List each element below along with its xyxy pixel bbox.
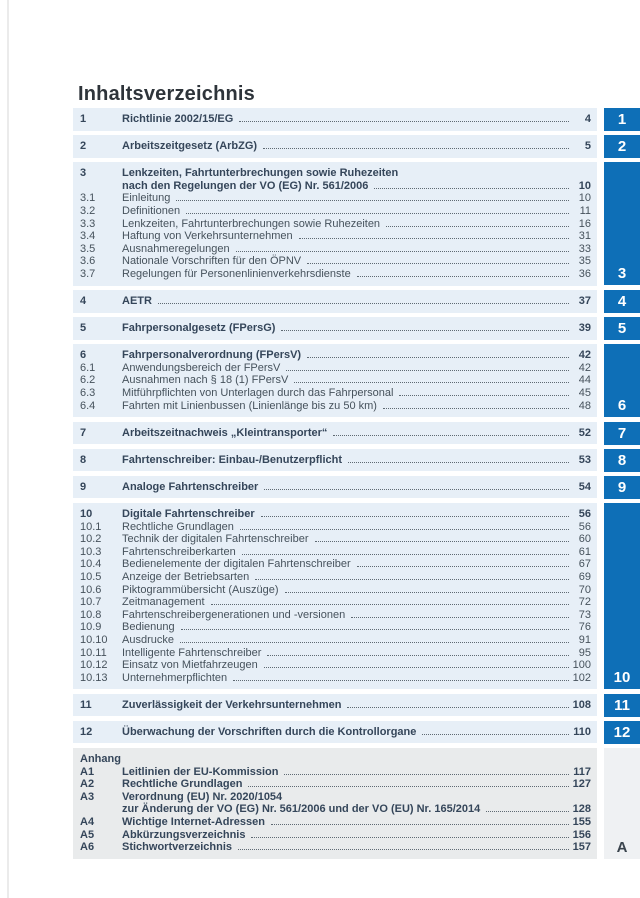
scan-edge-artifact (7, 0, 9, 898)
toc-row (80, 699, 591, 712)
thumb-tab-label: 1 (617, 111, 627, 128)
toc-row-title: Ausnahmeregelungen (122, 242, 230, 255)
toc-content (73, 84, 597, 863)
toc-row-page: 76 (578, 621, 591, 634)
toc-row-title: Fahrten mit Linienbussen (Linienlänge bis zu 50 km) (122, 399, 377, 412)
toc-group-2 (73, 135, 597, 158)
toc-row (80, 672, 591, 685)
dot-leader (383, 408, 569, 409)
toc-row-number: 10 (80, 507, 93, 520)
thumb-tab-10 (604, 503, 640, 689)
dot-leader (186, 213, 569, 214)
toc-row-title: Fahrtenschreibergenerationen und -versionen (122, 608, 346, 621)
toc-group-11 (73, 694, 597, 717)
thumb-tab-label: 9 (617, 479, 627, 496)
toc-row (80, 659, 591, 672)
toc-row (80, 521, 591, 534)
dot-leader (281, 330, 569, 331)
toc-row (80, 829, 591, 842)
toc-row-number: A1 (80, 765, 95, 778)
toc-row (80, 362, 591, 375)
toc-row-page: 127 (572, 778, 591, 791)
toc-row-title: Rechtliche Grundlagen (122, 520, 234, 533)
toc-row-page: 10 (578, 179, 591, 192)
toc-row-number: 8 (80, 453, 87, 466)
thumb-tab-9 (604, 476, 640, 499)
toc-row (80, 322, 591, 335)
toc-row (80, 218, 591, 231)
dot-leader (261, 516, 569, 517)
toc-row-title: Nationale Vorschriften für den ÖPNV (122, 255, 302, 268)
dot-leader (486, 811, 568, 812)
toc-row-page: 44 (578, 374, 591, 387)
dot-leader (347, 707, 568, 708)
toc-row-page: 156 (572, 828, 591, 841)
toc-row (80, 841, 591, 854)
toc-row-title: Wichtige Internet-Adressen (122, 815, 265, 828)
toc-row-title: Rechtliche Grundlagen (122, 778, 243, 791)
dot-leader (374, 188, 569, 189)
toc-row-title: Haftung von Verkehrsunternehmen (122, 230, 293, 243)
thumb-tab-11 (604, 694, 640, 717)
toc-row-page: 33 (578, 242, 591, 255)
toc-row-title: Verordnung (EU) Nr. 2020/1054 (122, 790, 283, 803)
dot-leader (236, 251, 569, 252)
toc-row-title: Fahrtenschreiber: Einbau-/Benutzerpflicht (122, 453, 343, 466)
dot-leader (238, 849, 569, 850)
dot-leader (264, 489, 569, 490)
toc-row-number: A4 (80, 815, 95, 828)
toc-row (80, 766, 591, 779)
toc-row-page: 95 (578, 646, 591, 659)
toc-row (80, 113, 591, 126)
dot-leader (240, 529, 569, 530)
toc-row-title: Unternehmerpflichten (122, 671, 228, 684)
toc-row (80, 192, 591, 205)
toc-group-8 (73, 449, 597, 472)
dot-leader (248, 786, 568, 787)
toc-row (80, 268, 591, 281)
dot-leader (399, 395, 569, 396)
toc-row (80, 205, 591, 218)
thumb-tab-label: 11 (614, 697, 630, 714)
toc-row-number: 3.4 (80, 230, 96, 243)
thumb-tab-1 (604, 108, 640, 131)
dot-leader (386, 226, 569, 227)
toc-row (80, 349, 591, 362)
toc-row-title: Lenkzeiten, Fahrtunterbrechungen sowie Ruhezeiten (122, 217, 381, 230)
toc-row (80, 230, 591, 243)
thumb-tab-6 (604, 344, 640, 417)
toc-row-title: Richtlinie 2002/15/EG (122, 113, 234, 125)
toc-row-title: Anwendungsbereich der FPersV (122, 361, 281, 374)
dot-leader (264, 667, 569, 668)
thumb-tab-label: 10 (613, 669, 631, 686)
thumb-tab-label: 3 (617, 265, 627, 282)
dot-leader (271, 824, 569, 825)
toc-row-title: Zuverlässigkeit der Verkehrsunternehmen (122, 698, 342, 711)
dot-leader (307, 263, 569, 264)
toc-group-5 (73, 317, 597, 340)
toc-row (80, 533, 591, 546)
toc-row-page: 39 (578, 322, 591, 335)
thumb-tab-label: 7 (617, 425, 627, 442)
toc-row-title: Überwachung der Vorschriften durch die Kontrollorgane (122, 725, 417, 738)
dot-leader (357, 276, 569, 277)
toc-row-number: 10.7 (80, 596, 102, 609)
toc-row-title: Lenkzeiten, Fahrtunterbrechungen sowie Ruhezeiten (122, 167, 399, 180)
thumb-tab-a (604, 748, 640, 859)
toc-row (80, 621, 591, 634)
toc-row (80, 374, 591, 387)
toc-group-9 (73, 476, 597, 499)
toc-row-title: nach den Regelungen der VO (EG) Nr. 561/2006 (122, 179, 369, 192)
toc-row-number: 3.2 (80, 204, 96, 217)
toc-row-number: 3.5 (80, 242, 96, 255)
toc-row-number: 6.1 (80, 361, 96, 374)
toc-row-number: 10.13 (80, 671, 108, 684)
toc-row-title: AETR (122, 295, 152, 308)
toc-row-page: 56 (578, 507, 591, 520)
toc-row (80, 634, 591, 647)
dot-leader (284, 774, 569, 775)
toc-row-page: 61 (578, 545, 591, 558)
toc-row-title: Fahrpersonalgesetz (FPersG) (122, 322, 276, 335)
toc-row-number: 3.1 (80, 192, 96, 205)
toc-row-page: 5 (584, 140, 591, 153)
thumb-tab-2 (604, 135, 640, 158)
toc-row-number: A6 (80, 841, 95, 854)
toc-row-title: Fahrpersonalverordnung (FPersV) (122, 349, 302, 362)
toc-row-title: Mitführpflichten von Unterlagen durch das Fahrpersonal (122, 387, 394, 399)
dot-leader (242, 554, 569, 555)
toc-row-page: 70 (578, 583, 591, 596)
toc-row-title: Abkürzungsverzeichnis (122, 828, 246, 841)
dot-leader (315, 541, 570, 542)
toc-row-page: 128 (572, 803, 591, 816)
toc-row-number: 10.11 (80, 646, 107, 659)
dot-leader (422, 734, 569, 735)
toc-row-number: 6.4 (80, 399, 96, 412)
dot-leader (255, 579, 569, 580)
toc-row-title: Definitionen (122, 204, 181, 217)
toc-row (80, 791, 591, 804)
toc-row-number: 4 (80, 295, 87, 308)
thumb-tab-label: 6 (617, 397, 627, 414)
toc-row-page: 37 (578, 295, 591, 308)
dot-leader (239, 121, 569, 122)
toc-row-page: 11 (579, 204, 591, 217)
toc-row-number: 5 (80, 322, 87, 335)
toc-row-title: Arbeitszeitnachweis „Kleintransporter“ (122, 426, 328, 439)
toc-row-page: 67 (578, 558, 591, 571)
toc-row-page: 102 (572, 671, 591, 684)
toc-row (80, 481, 591, 494)
toc-row-page: 110 (573, 725, 591, 738)
toc-row-page: 10 (578, 192, 591, 205)
toc-row-title: Einleitung (122, 192, 171, 205)
toc-row (80, 596, 591, 609)
toc-row-page: 100 (572, 659, 591, 672)
toc-row-title: Analoge Fahrtenschreiber (122, 480, 259, 493)
toc-row-number: 6.2 (80, 374, 96, 387)
toc-row-title: Regelungen für Personenlinienverkehrsdienste (122, 267, 351, 280)
dot-leader (180, 642, 569, 643)
toc-row-page: 155 (572, 815, 591, 828)
toc-row-number: Anhang (80, 752, 121, 765)
toc-group-anhang (73, 748, 597, 859)
toc-row-number: 10.4 (80, 558, 102, 571)
dot-leader (263, 148, 569, 149)
toc-row-page: 16 (578, 217, 591, 230)
toc-group-10 (73, 503, 597, 689)
toc-row-page: 48 (578, 399, 591, 412)
toc-row-number: A3 (80, 790, 95, 803)
toc-row-page: 52 (578, 426, 591, 439)
toc-row-number: A2 (80, 778, 95, 791)
dot-leader (158, 303, 569, 304)
toc-row-number: 10.6 (80, 583, 102, 596)
toc-group-6 (73, 344, 597, 417)
toc-row-title: Stichwortverzeichnis (122, 841, 233, 854)
toc-row-title: Digitale Fahrtenschreiber (122, 507, 255, 520)
toc-row-page: 117 (573, 765, 591, 778)
dot-leader (351, 617, 569, 618)
toc-row-number: 3.6 (80, 255, 96, 268)
toc-row-title: Fahrtenschreiberkarten (122, 545, 236, 558)
toc-row (80, 753, 591, 766)
dot-leader (299, 238, 569, 239)
toc-row-page: 42 (578, 349, 591, 362)
toc-row-title: Bedienung (122, 621, 175, 634)
toc-row-number: 10.5 (80, 570, 102, 583)
dot-leader (251, 837, 568, 838)
toc-row-number: 9 (80, 480, 87, 493)
toc-group-3 (73, 162, 597, 285)
thumb-tab-4 (604, 290, 640, 313)
thumb-tab-12 (604, 721, 640, 744)
toc-row-title: Technik der digitalen Fahrtenschreiber (122, 533, 309, 546)
toc-row-number: 3.7 (80, 267, 96, 280)
dot-leader (181, 629, 569, 630)
toc-row-title: Leitlinien der EU-Kommission (122, 765, 279, 778)
toc-group-4 (73, 290, 597, 313)
toc-row (80, 167, 591, 180)
dot-leader (357, 566, 569, 567)
toc-row-title: Piktogrammübersicht (Auszüge) (122, 583, 279, 596)
dot-leader (348, 462, 569, 463)
toc-row (80, 454, 591, 467)
toc-row (80, 609, 591, 622)
toc-row-number: 3 (80, 167, 87, 180)
toc-row-page: 157 (572, 841, 591, 854)
toc-row-page: 42 (578, 361, 591, 374)
toc-row-number: 10.8 (80, 608, 102, 621)
dot-leader (333, 435, 569, 436)
dot-leader (211, 604, 569, 605)
toc-row-number: 11 (80, 698, 92, 711)
toc-row (80, 387, 591, 400)
toc-row-title: Einsatz von Mietfahrzeugen (122, 659, 258, 672)
thumb-tab-label: 12 (613, 724, 631, 741)
toc-row-number: 10.3 (80, 545, 102, 558)
toc-row (80, 400, 591, 413)
toc-row-page: 4 (584, 113, 591, 125)
toc-row (80, 427, 591, 440)
toc-row-title: Zeitmanagement (122, 596, 205, 609)
toc-row-number: 10.1 (80, 520, 102, 533)
toc-row (80, 803, 591, 816)
toc-row (80, 140, 591, 153)
toc-row-page: 73 (578, 608, 591, 621)
toc-row-page: 60 (578, 533, 591, 546)
toc-row-number: A5 (80, 828, 95, 841)
toc-row (80, 546, 591, 559)
toc-row (80, 571, 591, 584)
toc-row-page: 72 (578, 596, 591, 609)
page-title: Inhaltsverzeichnis (78, 83, 255, 105)
dot-leader (286, 370, 569, 371)
toc-row-page: 45 (578, 387, 591, 399)
thumb-tab-8 (604, 449, 640, 472)
toc-row-title: Ausnahmen nach § 18 (1) FPersV (122, 374, 289, 387)
dot-leader (176, 200, 569, 201)
toc-row (80, 726, 591, 739)
toc-row-number: 7 (80, 426, 87, 439)
toc-row-title: Intelligente Fahrtenschreiber (122, 646, 262, 659)
toc-row (80, 243, 591, 256)
toc-row-number: 6 (80, 349, 87, 362)
toc-row-number: 10.2 (80, 533, 102, 546)
toc-row (80, 508, 591, 521)
toc-row (80, 558, 591, 571)
thumb-tab-label: 8 (617, 452, 627, 469)
toc-row-page: 69 (578, 570, 591, 583)
toc-row-page: 53 (578, 453, 591, 466)
toc-row (80, 816, 591, 829)
toc-row-page: 36 (578, 267, 591, 280)
dot-leader (267, 655, 569, 656)
toc-row (80, 584, 591, 597)
toc-row-page: 54 (578, 480, 591, 493)
toc-row (80, 180, 591, 193)
thumb-tab-3 (604, 162, 640, 285)
toc-row-title: Arbeitszeitgesetz (ArbZG) (122, 140, 258, 153)
thumb-tab-5 (604, 317, 640, 340)
toc-row-title: Ausdrucke (122, 633, 174, 646)
dot-leader (294, 382, 569, 383)
thumb-tab-label: 4 (617, 293, 627, 310)
toc-row-number: 10.12 (80, 659, 108, 672)
toc-row-page: 108 (572, 698, 591, 711)
thumb-tab-label: 5 (617, 320, 627, 337)
toc-row-number: 12 (80, 725, 93, 738)
thumb-tab-label: A (616, 839, 628, 856)
toc-row-title: zur Änderung der VO (EG) Nr. 561/2006 und der VO (EU) Nr. 165/2014 (122, 803, 481, 816)
toc-row-number: 10.10 (80, 633, 108, 646)
toc-row-number: 1 (80, 113, 87, 125)
toc-row-number: 2 (80, 140, 87, 153)
toc-group-12 (73, 721, 597, 744)
toc-row-page: 91 (578, 633, 591, 646)
toc-row-title: Bedienelemente der digitalen Fahrtenschreiber (122, 558, 351, 571)
thumb-tab-label: 2 (617, 138, 627, 155)
toc-row-number: 3.3 (80, 217, 96, 230)
toc-group-1 (73, 108, 597, 131)
toc-row-page: 31 (578, 230, 591, 243)
dot-leader (285, 592, 569, 593)
toc-row-number: 6.3 (80, 387, 96, 399)
dot-leader (307, 357, 569, 358)
toc-row-title: Anzeige der Betriebsarten (122, 570, 250, 583)
toc-row-number: 10.9 (80, 621, 102, 634)
toc-row (80, 295, 591, 308)
dot-leader (233, 680, 568, 681)
toc-row (80, 778, 591, 791)
thumb-tab-7 (604, 422, 640, 445)
toc-group-7 (73, 422, 597, 445)
toc-row-page: 35 (578, 255, 591, 268)
toc-row (80, 255, 591, 268)
toc-row (80, 647, 591, 660)
toc-row-page: 56 (578, 520, 591, 533)
